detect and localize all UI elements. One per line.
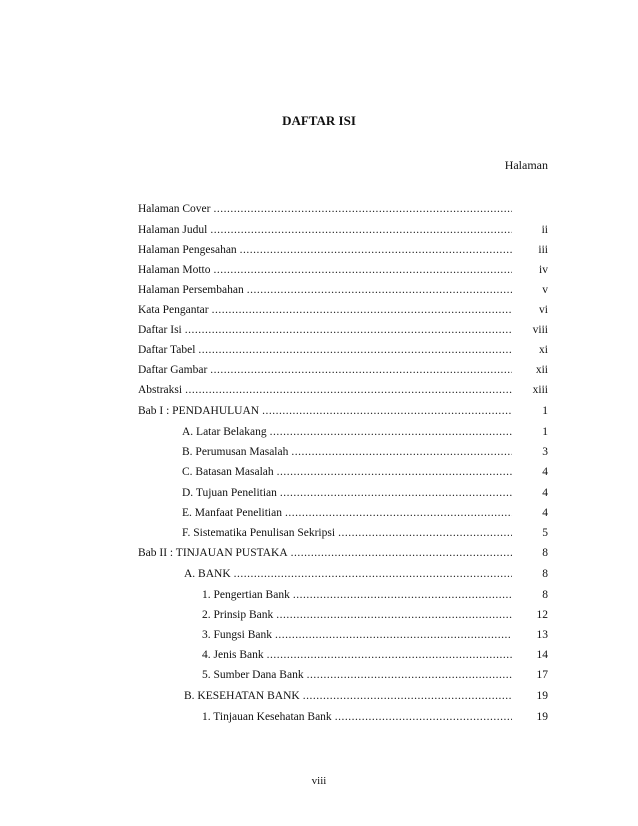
toc-entry-label: 5. Sumber Dana Bank bbox=[202, 669, 304, 681]
toc-entry-label: 1. Tinjauan Kesehatan Bank bbox=[202, 711, 332, 723]
toc-entry-label: Halaman Motto bbox=[138, 264, 211, 276]
toc-entry-page: xiii bbox=[532, 384, 548, 396]
toc-entry bbox=[138, 363, 548, 378]
toc-leader-dots bbox=[277, 465, 512, 480]
toc-entry-label: 4. Jenis Bank bbox=[202, 649, 264, 661]
toc-entry-label: 3. Fungsi Bank bbox=[202, 629, 272, 641]
toc-entry-label: A. Latar Belakang bbox=[182, 426, 267, 438]
toc-entry-page: viii bbox=[532, 324, 548, 336]
toc-entry-label: F. Sistematika Penulisan Sekripsi bbox=[182, 527, 336, 539]
toc-entry bbox=[138, 283, 548, 298]
toc-leader-dots bbox=[338, 526, 512, 541]
toc-entry-page: 4 bbox=[542, 466, 548, 478]
toc-entry-page: 5 bbox=[542, 527, 548, 539]
toc-entry-label: B. KESEHATAN BANK bbox=[184, 690, 300, 702]
toc-leader-dots bbox=[280, 486, 512, 501]
toc-leader-dots bbox=[285, 506, 512, 521]
toc-entry-label: Daftar Tabel bbox=[138, 344, 196, 356]
toc-entry bbox=[138, 303, 548, 318]
toc-leader-dots bbox=[214, 263, 513, 278]
toc-leader-dots bbox=[210, 363, 512, 378]
page-title: DAFTAR ISI bbox=[282, 113, 356, 128]
toc-entry bbox=[202, 608, 548, 623]
toc-entry bbox=[138, 383, 548, 398]
toc-leader-dots bbox=[307, 668, 512, 683]
toc-entry-label: Kata Pengantar bbox=[138, 304, 209, 316]
toc-entry-label: Halaman Persembahan bbox=[138, 284, 244, 296]
toc-entry bbox=[182, 506, 548, 521]
toc-entry bbox=[184, 689, 548, 704]
toc-entry-page: 8 bbox=[542, 568, 548, 580]
toc-entry-label: 2. Prinsip Bank bbox=[202, 609, 274, 621]
toc-entry bbox=[202, 628, 548, 643]
toc-entry-label: Halaman Pengesahan bbox=[138, 244, 237, 256]
toc-entry-page: 8 bbox=[542, 547, 548, 559]
page-column-header: Halaman bbox=[504, 158, 548, 172]
toc-entry-label: Abstraksi bbox=[138, 384, 183, 396]
toc-leader-dots bbox=[275, 628, 512, 643]
toc-entry bbox=[202, 588, 548, 603]
toc-entry-label: 1. Pengertian Bank bbox=[202, 589, 290, 601]
toc-leader-dots bbox=[185, 323, 512, 338]
toc-entry bbox=[138, 223, 548, 238]
toc-entry-page: 4 bbox=[542, 507, 548, 519]
toc-entry-label: C. Batasan Masalah bbox=[182, 466, 274, 478]
toc-leader-dots bbox=[185, 383, 512, 398]
toc-entry-page: 17 bbox=[536, 669, 548, 681]
toc-leader-dots bbox=[291, 546, 512, 561]
toc-entry-page: 3 bbox=[542, 446, 548, 458]
footer-page-number: viii bbox=[311, 775, 327, 787]
toc-leader-dots bbox=[303, 689, 512, 704]
toc-entry-page: 14 bbox=[536, 649, 548, 661]
toc-entry-page: 1 bbox=[542, 426, 548, 438]
toc-entry bbox=[182, 445, 548, 460]
toc-entry bbox=[182, 526, 548, 541]
toc-entry-page: ii bbox=[541, 224, 548, 236]
toc-entry-label: E. Manfaat Penelitian bbox=[182, 507, 282, 519]
toc-entry bbox=[138, 243, 548, 258]
toc-entry bbox=[138, 343, 548, 358]
toc-entry bbox=[138, 546, 548, 561]
toc-entry-page: iv bbox=[539, 264, 548, 276]
toc-entry bbox=[138, 202, 548, 217]
toc-entry bbox=[182, 425, 548, 440]
toc-entry-page: iii bbox=[538, 244, 548, 256]
toc-entry-page: 1 bbox=[542, 405, 548, 417]
toc-entry bbox=[182, 486, 548, 501]
toc-entry-label: A. BANK bbox=[184, 568, 231, 580]
toc-leader-dots bbox=[270, 425, 512, 440]
toc-entry bbox=[202, 668, 548, 683]
toc-entry-label: Bab I : PENDAHULUAN bbox=[138, 405, 260, 417]
toc-entry bbox=[138, 404, 548, 419]
toc-leader-dots bbox=[214, 202, 513, 217]
toc-entry bbox=[138, 263, 548, 278]
toc-entry-label: Bab II : TINJAUAN PUSTAKA bbox=[138, 547, 288, 559]
toc-entry-label: D. Tujuan Penelitian bbox=[182, 487, 277, 499]
toc-entry-label: Halaman Judul bbox=[138, 224, 208, 236]
toc-entry-label: Halaman Cover bbox=[138, 203, 211, 215]
toc-entry-label: Daftar Gambar bbox=[138, 364, 208, 376]
toc-entry bbox=[202, 648, 548, 663]
toc-entry-page: 4 bbox=[542, 487, 548, 499]
toc-entry-page: vi bbox=[539, 304, 548, 316]
toc-leader-dots bbox=[240, 243, 512, 258]
toc-leader-dots bbox=[210, 223, 512, 238]
toc-leader-dots bbox=[262, 404, 512, 419]
toc-entry-page: xi bbox=[539, 344, 548, 356]
toc-entry bbox=[184, 567, 548, 582]
toc-leader-dots bbox=[247, 283, 512, 298]
toc-leader-dots bbox=[276, 608, 512, 623]
toc-entry bbox=[138, 323, 548, 338]
toc-entry-label: Daftar Isi bbox=[138, 324, 182, 336]
toc-entry-page: 12 bbox=[536, 609, 548, 621]
toc-entry-page: v bbox=[542, 284, 548, 296]
toc-entry-page: 19 bbox=[536, 711, 548, 723]
toc-leader-dots bbox=[234, 567, 512, 582]
toc-entry-page: 19 bbox=[536, 690, 548, 702]
toc-leader-dots bbox=[335, 710, 512, 725]
toc-entry-page: xii bbox=[535, 364, 548, 376]
toc-entry-page: 8 bbox=[542, 589, 548, 601]
toc-entry bbox=[202, 710, 548, 725]
toc-leader-dots bbox=[291, 445, 512, 460]
toc-leader-dots bbox=[212, 303, 512, 318]
toc-entry-page: 13 bbox=[536, 629, 548, 641]
toc-entry-label: B. Perumusan Masalah bbox=[182, 446, 289, 458]
toc-leader-dots bbox=[293, 588, 512, 603]
toc-leader-dots bbox=[267, 648, 512, 663]
toc-leader-dots bbox=[198, 343, 512, 358]
toc-entry bbox=[182, 465, 548, 480]
